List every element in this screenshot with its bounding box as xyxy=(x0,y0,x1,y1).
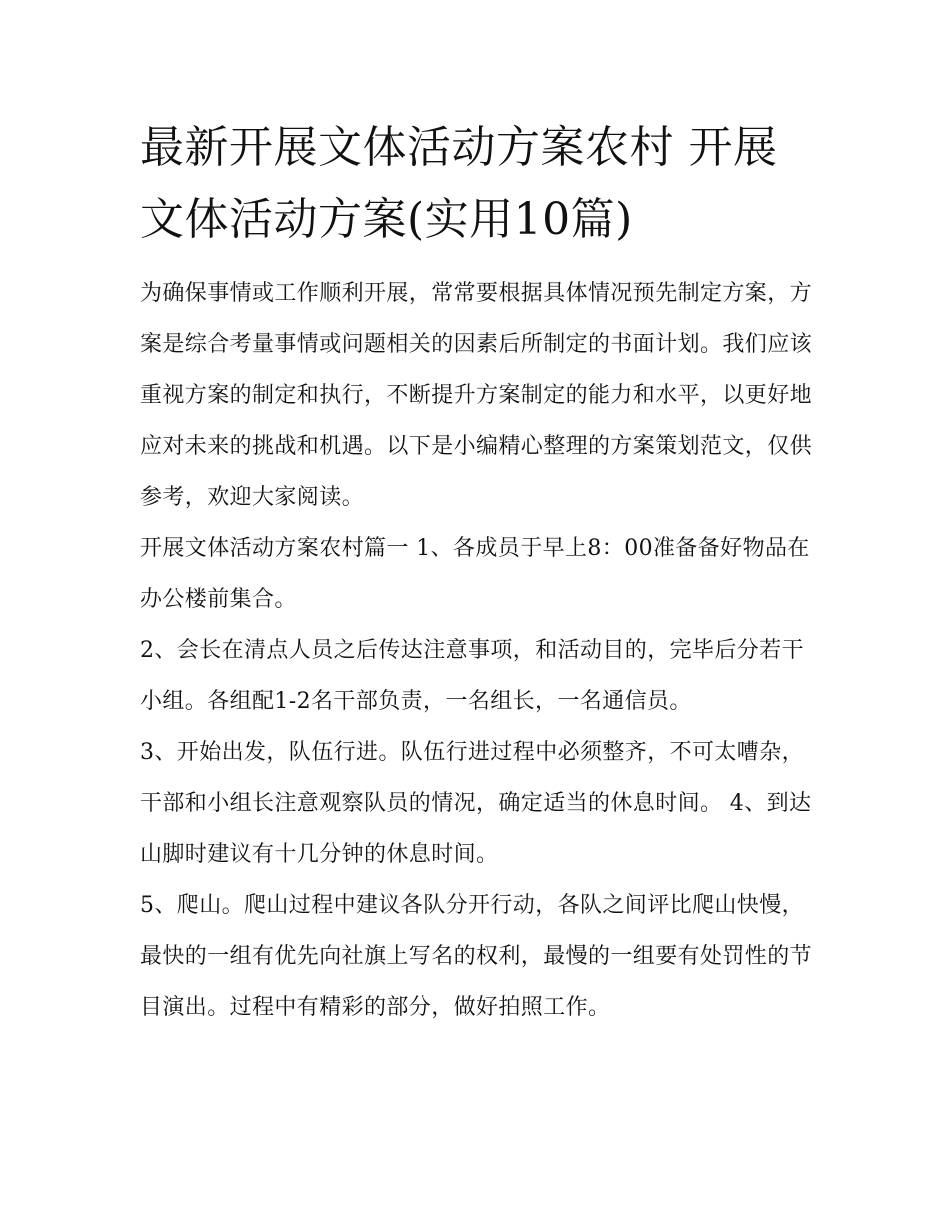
paragraph-step-3-4: 3、开始出发，队伍行进。队伍行进过程中必须整齐，不可太嘈杂，干部和小组长注意观察队员的情况，确定适当的休息时间。 4、到达山脚时建议有十几分钟的休息时间。 xyxy=(140,740,812,867)
document-title: 最新开展文体活动方案农村 开展文体活动方案(实用10篇) xyxy=(140,122,778,245)
paragraph-step-5: 5、爬山。爬山过程中建议各队分开行动，各队之间评比爬山快慢，最快的一组有优先向社旗上写名的权利，最慢的一组要有处罚性的节目演出。过程中有精彩的部分，做好拍照工作。 xyxy=(140,893,813,1020)
paragraph-step-1: 开展文体活动方案农村篇一 1、各成员于早上8：00准备备好物品在办公楼前集合。 xyxy=(140,536,810,612)
intro-paragraph: 为确保事情或工作顺利开展，常常要根据具体情况预先制定方案，方案是综合考量事情或问题相关的因素后所制定的书面计划。我们应该重视方案的制定和执行，不断提升方案制定的能力和水平，以更好地应对未来的挑战和机遇。以下是小编精心整理的方案策划范文，仅供参考，欢迎大家阅读。 xyxy=(140,281,813,510)
paragraph-step-2: 2、会长在清点人员之后传达注意事项，和活动目的，完毕后分若干小组。各组配1-2名干部负责，一名组长，一名通信员。 xyxy=(140,638,804,714)
document-content xyxy=(140,112,820,1033)
